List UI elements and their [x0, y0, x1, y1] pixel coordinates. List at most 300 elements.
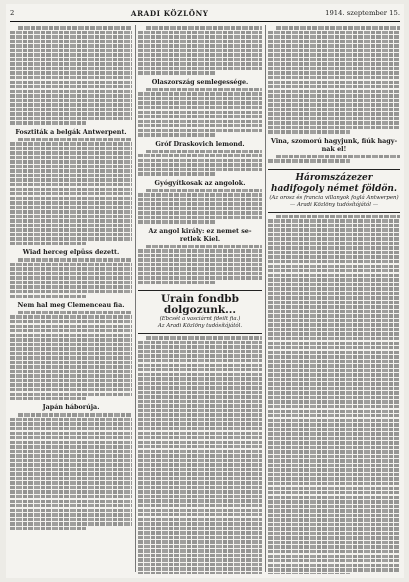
text-line [138, 509, 262, 512]
article-headline: Olaszország semlegessége. [151, 77, 249, 86]
text-line [10, 495, 132, 498]
feature-byline: — Aradi Közlöny tudósítójától — [289, 201, 379, 208]
text-line [10, 81, 132, 84]
text-line [268, 437, 400, 440]
text-line [10, 174, 132, 177]
feature-title-box [268, 169, 400, 213]
text-line [268, 49, 400, 52]
article-headline: Vina, szomorú hagyjunk, fiúk hagy-nak el! [270, 136, 398, 153]
text-line [268, 278, 400, 281]
text-line [138, 377, 262, 380]
text-line [276, 155, 400, 158]
text-line [276, 215, 400, 218]
text-line [268, 35, 400, 38]
text-line [10, 169, 132, 172]
article-text [10, 413, 132, 530]
text-line [268, 518, 400, 521]
text-line [138, 400, 262, 403]
text-line [268, 459, 400, 462]
text-line [268, 387, 400, 390]
text-line [10, 242, 86, 245]
text-line [268, 76, 400, 79]
text-line [10, 58, 132, 61]
text-line [10, 142, 132, 145]
text-line [10, 201, 132, 204]
text-line [10, 147, 132, 150]
text-line [18, 311, 132, 314]
text-line [138, 258, 262, 261]
text-line [138, 97, 262, 100]
text-line [138, 558, 262, 561]
text-line [10, 103, 132, 106]
text-line [10, 504, 132, 507]
text-line [10, 76, 132, 79]
text-line [10, 343, 132, 346]
text-line [146, 245, 262, 248]
text-line [138, 58, 262, 61]
text-line [10, 62, 132, 65]
text-line [10, 393, 132, 396]
article-text [138, 88, 262, 137]
article-text [268, 155, 400, 163]
text-line [10, 347, 132, 350]
text-line [268, 496, 400, 499]
text-line [10, 445, 132, 448]
text-line [138, 382, 262, 385]
text-line [138, 35, 262, 38]
text-line [268, 103, 400, 106]
text-line [138, 518, 262, 521]
text-line [10, 320, 132, 323]
text-line [268, 224, 400, 227]
text-line [138, 350, 262, 353]
text-line [10, 117, 132, 120]
text-line [10, 463, 132, 466]
text-line [138, 486, 262, 489]
text-line [10, 112, 132, 115]
text-line [268, 237, 400, 240]
text-line [10, 315, 132, 318]
text-line [10, 188, 132, 191]
text-line [268, 473, 400, 476]
article-text [138, 26, 262, 75]
text-line [268, 58, 400, 61]
text-line [268, 355, 400, 358]
text-line [138, 168, 262, 171]
text-line [268, 99, 400, 102]
text-line [146, 336, 262, 339]
text-line [268, 550, 400, 553]
text-line [10, 285, 132, 288]
text-line [268, 328, 400, 331]
text-line [138, 193, 262, 196]
text-line [268, 527, 400, 530]
text-line [268, 487, 400, 490]
text-line [138, 391, 262, 394]
text-line [10, 290, 132, 293]
text-line [138, 472, 262, 475]
text-line [268, 233, 400, 236]
text-line [268, 351, 400, 354]
text-line [268, 423, 400, 426]
article-text [138, 150, 262, 176]
feature-title-box [138, 290, 262, 334]
text-line [268, 219, 400, 222]
text-line [10, 441, 132, 444]
text-line [138, 254, 262, 257]
text-line [10, 527, 86, 530]
column-3 [268, 25, 400, 574]
text-line [10, 67, 132, 70]
article-text [10, 258, 132, 298]
text-line [10, 276, 132, 279]
text-line [268, 532, 400, 535]
text-line [138, 198, 262, 201]
text-line [268, 378, 400, 381]
text-line [138, 527, 262, 530]
text-line [268, 121, 400, 124]
text-line [268, 71, 400, 74]
text-line [268, 44, 400, 47]
text-line [138, 31, 262, 34]
text-line [10, 99, 132, 102]
text-line [268, 292, 400, 295]
text-line [146, 26, 262, 29]
text-line [268, 301, 400, 304]
text-line [268, 260, 400, 263]
text-line [10, 383, 132, 386]
text-line [268, 536, 400, 539]
text-line [10, 35, 132, 38]
text-line [138, 71, 215, 74]
text-line [138, 49, 262, 52]
article-headline: Japán háborúja. [42, 403, 100, 412]
text-line [138, 216, 262, 219]
text-line [268, 337, 400, 340]
text-line [268, 391, 400, 394]
text-line [268, 117, 400, 120]
text-line [10, 352, 132, 355]
masthead [10, 6, 400, 20]
text-line [10, 388, 132, 391]
text-line [138, 159, 262, 162]
text-line [10, 151, 132, 154]
article-text [10, 26, 132, 125]
page-number: 2 [10, 9, 15, 17]
text-line [138, 263, 262, 266]
text-line [10, 44, 132, 47]
text-line [268, 159, 350, 162]
text-line [10, 427, 132, 430]
text-line [138, 368, 262, 371]
text-line [10, 418, 132, 421]
text-line [10, 215, 132, 218]
text-line [10, 160, 132, 163]
text-line [10, 436, 132, 439]
text-line [268, 274, 400, 277]
text-line [10, 49, 132, 52]
text-line [268, 81, 400, 84]
text-line [10, 237, 132, 240]
text-line [18, 26, 132, 29]
text-line [10, 210, 132, 213]
text-line [268, 85, 400, 88]
text-line [268, 491, 400, 494]
text-line [138, 272, 262, 275]
text-line [10, 40, 132, 43]
text-line [268, 509, 400, 512]
text-line [268, 323, 400, 326]
text-line [138, 454, 262, 457]
text-line [146, 150, 262, 153]
text-line [268, 450, 400, 453]
text-line [268, 477, 400, 480]
text-line [10, 374, 132, 377]
text-line [10, 500, 132, 503]
text-line [138, 418, 262, 421]
text-line [138, 422, 262, 425]
text-line [268, 67, 400, 70]
text-line [138, 115, 262, 118]
text-line [10, 272, 132, 275]
text-line [138, 477, 262, 480]
text-line [138, 354, 262, 357]
text-line [138, 67, 262, 70]
text-line [138, 111, 262, 114]
text-line [10, 192, 132, 195]
text-line [138, 373, 262, 376]
text-line [268, 428, 400, 431]
text-line [268, 287, 400, 290]
text-line [138, 163, 262, 166]
text-line [268, 360, 400, 363]
text-line [138, 40, 262, 43]
text-line [268, 40, 400, 43]
text-line [268, 369, 400, 372]
text-line [138, 450, 262, 453]
text-line [268, 126, 400, 129]
text-line [276, 26, 400, 29]
text-line [10, 165, 132, 168]
text-line [268, 130, 350, 133]
text-line [268, 482, 400, 485]
text-line [138, 172, 215, 175]
column-separator [135, 25, 136, 572]
text-line [10, 281, 132, 284]
text-line [138, 540, 262, 543]
text-line [10, 31, 132, 34]
article-headline: Wiad herceg elpüss dezett. [22, 248, 120, 257]
text-line [138, 499, 262, 502]
text-line [138, 202, 262, 205]
text-line [10, 228, 132, 231]
text-line [10, 379, 132, 382]
text-line [10, 121, 86, 124]
text-line [10, 459, 132, 462]
text-line [10, 224, 132, 227]
text-line [10, 71, 132, 74]
text-line [10, 267, 132, 270]
text-line [10, 450, 132, 453]
text-line [268, 62, 400, 65]
text-line [138, 413, 262, 416]
text-line [268, 269, 400, 272]
column-separator [265, 25, 266, 572]
text-line [138, 468, 262, 471]
text-line [10, 509, 132, 512]
text-line [10, 183, 132, 186]
text-line [138, 531, 262, 534]
text-line [10, 90, 132, 93]
text-line [138, 106, 262, 109]
text-line [268, 564, 400, 567]
text-line [268, 573, 350, 574]
text-line [138, 92, 262, 95]
text-line [268, 346, 400, 349]
text-line [10, 53, 132, 56]
text-line [138, 513, 262, 516]
text-line [268, 314, 400, 317]
text-line [268, 568, 400, 571]
text-line [268, 242, 400, 245]
article-text [138, 245, 262, 285]
text-line [138, 459, 262, 462]
text-line [10, 477, 132, 480]
text-line [138, 133, 215, 136]
article-text [138, 336, 262, 574]
text-line [10, 432, 132, 435]
article-text [268, 215, 400, 574]
text-line [138, 220, 215, 223]
text-line [138, 386, 262, 389]
text-line [268, 441, 400, 444]
feature-title: Háromszázezer hadifogoly német földön. [270, 172, 398, 194]
text-line [138, 124, 262, 127]
text-line [138, 249, 262, 252]
text-line [268, 523, 400, 526]
text-line [10, 156, 132, 159]
text-line [138, 545, 262, 548]
text-line [268, 310, 400, 313]
feature-subtitle: (Az orosz és francia villanyok foglá Antwerpen) [269, 194, 399, 201]
text-line [268, 255, 400, 258]
text-line [138, 495, 262, 498]
text-line [138, 549, 262, 552]
text-line [138, 427, 262, 430]
text-line [268, 541, 400, 544]
text-line [10, 361, 132, 364]
text-line [10, 329, 132, 332]
text-line [146, 189, 262, 192]
text-line [146, 88, 262, 91]
text-line [10, 513, 132, 516]
text-line [268, 514, 400, 517]
article-text [138, 189, 262, 224]
text-line [138, 267, 262, 270]
text-line [268, 112, 400, 115]
issue-date: 1914. szeptember 15. [325, 9, 400, 17]
text-line [10, 468, 132, 471]
text-line [268, 283, 400, 286]
feature-title: Urain fondbb dolgozunk... [161, 293, 239, 317]
text-line [18, 413, 132, 416]
text-line [10, 356, 132, 359]
text-line [138, 409, 262, 412]
text-line [268, 464, 400, 467]
text-line [10, 206, 132, 209]
text-line [138, 490, 262, 493]
text-line [268, 559, 400, 562]
text-line [138, 120, 262, 123]
text-line [138, 345, 262, 348]
text-line [268, 382, 400, 385]
text-line [138, 404, 262, 407]
article-headline: Az angol király: ez nemet se-retlek Kiel. [148, 226, 252, 243]
text-line [138, 44, 262, 47]
masthead-rule [10, 21, 400, 22]
text-line [268, 414, 400, 417]
text-line [268, 455, 400, 458]
text-line [268, 251, 400, 254]
article-text [268, 26, 400, 134]
article-text [10, 311, 132, 400]
text-line [10, 486, 132, 489]
text-line [268, 405, 400, 408]
text-line [268, 228, 400, 231]
text-line [138, 364, 262, 367]
text-line [138, 154, 262, 157]
article-headline: Gyógyítkosak az angolok. [154, 178, 246, 187]
feature-byline: Az Aradi Közlöny tudósítójától. [157, 323, 243, 330]
text-line [138, 445, 262, 448]
text-line [268, 364, 400, 367]
text-line [138, 395, 262, 398]
text-line [10, 178, 132, 181]
article-text [10, 138, 132, 246]
text-line [138, 62, 262, 65]
text-line [268, 446, 400, 449]
text-line [10, 94, 132, 97]
text-line [10, 219, 132, 222]
text-line [138, 129, 262, 132]
newspaper-title: ARADI KÖZLÖNY [130, 8, 209, 18]
text-line [268, 108, 400, 111]
column-1 [10, 25, 132, 574]
text-line [268, 31, 400, 34]
text-line [138, 536, 262, 539]
text-line [268, 505, 400, 508]
text-line [18, 138, 132, 141]
text-line [138, 563, 262, 566]
text-line [138, 341, 262, 344]
text-line [10, 422, 132, 425]
text-line [268, 410, 400, 413]
text-line [10, 454, 132, 457]
text-line [138, 211, 262, 214]
text-line [10, 334, 132, 337]
text-line [10, 490, 132, 493]
text-line [268, 400, 400, 403]
text-line [10, 518, 132, 521]
article-headline: Gróf Draskovich lemond. [155, 139, 245, 148]
text-line [18, 258, 132, 261]
text-line [138, 554, 262, 557]
text-line [268, 332, 400, 335]
text-line [268, 419, 400, 422]
text-line [138, 567, 262, 570]
column-2 [138, 25, 262, 574]
text-line [138, 53, 262, 56]
